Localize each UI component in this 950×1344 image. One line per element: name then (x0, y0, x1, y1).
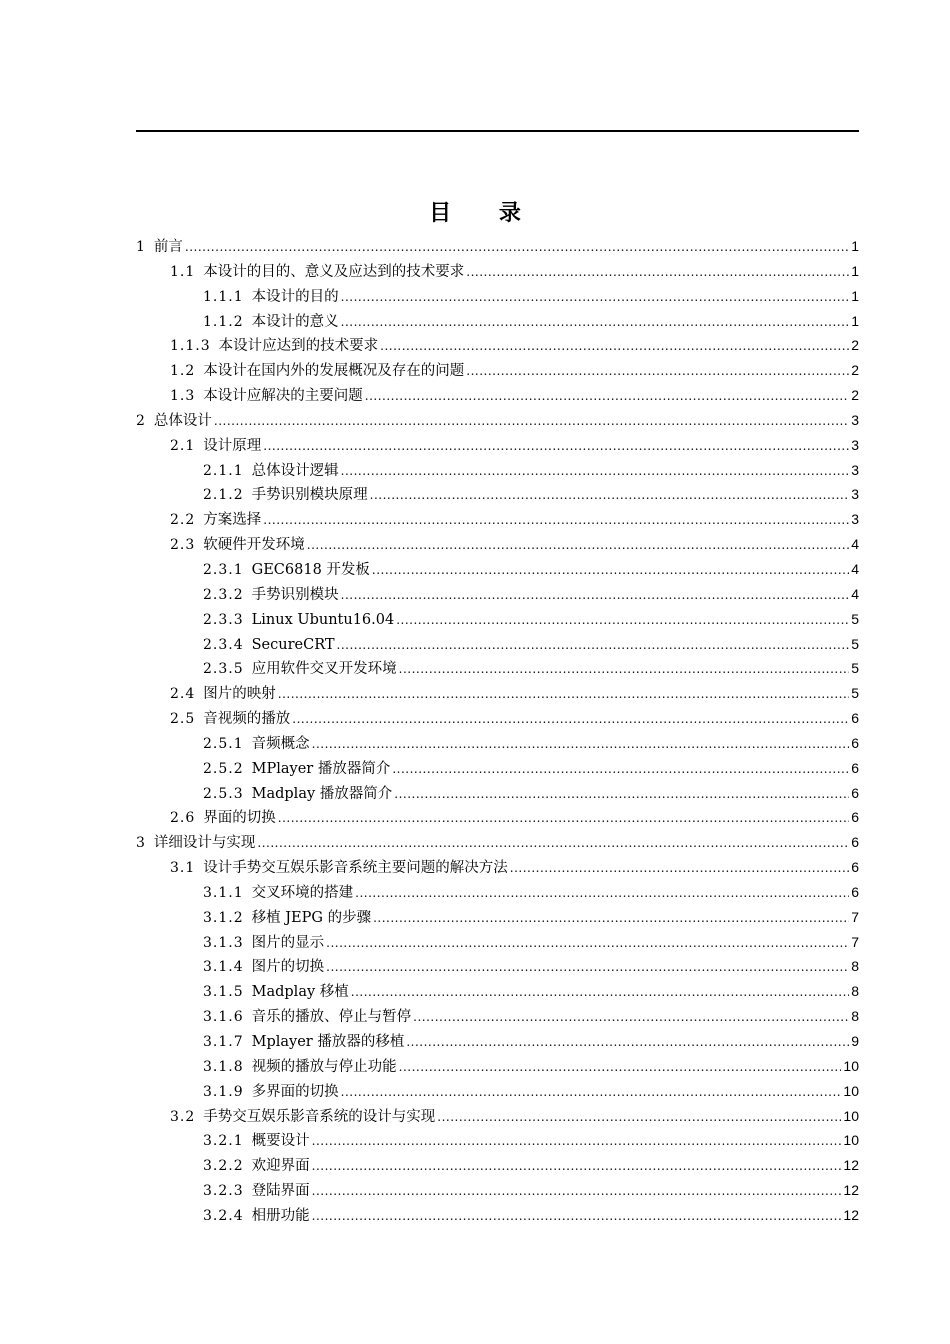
toc-entry-page: 6 (851, 883, 859, 900)
toc-leader-dots (394, 782, 849, 807)
toc-leader-dots (370, 483, 850, 508)
toc-entry-page: 4 (851, 560, 859, 577)
toc-leader-dots (399, 1055, 842, 1080)
toc-entry-number: 2.3.1 (203, 561, 244, 578)
toc-entry[interactable] (136, 582, 859, 607)
toc-entry[interactable] (136, 284, 859, 309)
toc-entry-label: 相册功能 (251, 1207, 310, 1224)
toc-entry-label: 前言 (153, 239, 183, 255)
toc-entry-number: 2.2 (170, 512, 196, 529)
toc-entry[interactable] (136, 507, 859, 532)
toc-leader-dots (312, 1204, 842, 1229)
toc-entry-page: 2 (851, 362, 859, 379)
toc-entry-number: 1.2 (170, 363, 196, 380)
toc-entry-number: 3.1.8 (203, 1058, 244, 1075)
toc-entry-number: 2.3 (170, 537, 196, 554)
toc-leader-dots (437, 1105, 841, 1130)
toc-entry[interactable] (136, 532, 859, 557)
toc-leader-dots (263, 434, 849, 459)
toc-entry[interactable] (136, 756, 859, 781)
toc-entry-label: 本设计的意义 (251, 313, 339, 330)
toc-leader-dots (372, 558, 849, 583)
toc-entry-page: 5 (851, 635, 859, 652)
toc-entry-number: 1.1 (170, 263, 196, 280)
toc-entry-page: 1 (851, 312, 859, 329)
toc-leader-dots (365, 384, 849, 409)
toc-entry-page: 1 (851, 238, 859, 254)
toc-leader-dots (341, 459, 850, 484)
toc-entry-page: 10 (843, 1082, 859, 1099)
toc-leader-dots (257, 831, 849, 856)
toc-entry-page: 5 (851, 685, 859, 702)
toc-entry-label: 音频概念 (251, 735, 310, 752)
toc-entry-label: 本设计的目的、意义及应达到的技术要求 (203, 263, 465, 280)
toc-leader-dots (185, 235, 849, 260)
toc-entry-number: 3.1.6 (203, 1009, 244, 1026)
toc-entry[interactable] (136, 309, 859, 334)
toc-entry-label: 多界面的切换 (251, 1083, 339, 1100)
toc-entry-page: 8 (851, 1008, 859, 1025)
toc-entry[interactable] (136, 855, 859, 880)
toc-entry-label: 图片的切换 (251, 959, 325, 976)
toc-entry-page: 6 (851, 834, 859, 851)
toc-entry-number: 3.1.4 (203, 959, 244, 976)
toc-entry-page: 5 (851, 610, 859, 627)
toc-entry-number: 2.1.1 (203, 462, 244, 479)
toc-leader-dots (466, 359, 849, 384)
toc-leader-dots (510, 856, 849, 881)
toc-entry[interactable] (136, 1029, 859, 1054)
toc-entry[interactable] (136, 930, 859, 955)
toc-entry-label: MPlayer 播放器简介 (251, 760, 391, 777)
toc-entry-label: 方案选择 (203, 512, 262, 529)
toc-leader-dots (278, 682, 849, 707)
toc-entry[interactable] (136, 383, 859, 408)
table-of-contents (136, 234, 859, 1228)
toc-entry-label: 本设计的目的 (251, 288, 339, 305)
toc-entry-label: 概要设计 (251, 1133, 310, 1150)
toc-entry-number: 2.1.2 (203, 487, 244, 504)
toc-leader-dots (392, 757, 849, 782)
toc-entry-page: 6 (851, 859, 859, 876)
toc-entry-label: 图片的显示 (251, 934, 325, 951)
toc-leader-dots (312, 732, 850, 757)
toc-leader-dots (466, 260, 849, 285)
toc-entry-number: 3.1.3 (203, 934, 244, 951)
toc-leader-dots (355, 881, 849, 906)
toc-entry-label: Linux Ubuntu16.04 (251, 611, 395, 628)
toc-entry[interactable] (136, 333, 859, 358)
toc-entry-page: 6 (851, 759, 859, 776)
toc-leader-dots (406, 1030, 849, 1055)
toc-entry-label: 手势识别模块 (251, 586, 339, 603)
toc-entry-label: 手势交互娱乐影音系统的设计与实现 (203, 1108, 436, 1125)
toc-entry-number: 3.1.5 (203, 984, 244, 1001)
toc-entry-page: 2 (851, 387, 859, 404)
toc-entry-number: 3.2.3 (203, 1183, 244, 1200)
toc-entry[interactable] (136, 1004, 859, 1029)
toc-entry-page: 7 (851, 908, 859, 925)
toc-leader-dots (307, 533, 849, 558)
toc-entry-number: 2.3.4 (203, 636, 244, 653)
toc-entry[interactable] (136, 1178, 859, 1203)
toc-entry-label: 总体设计 (153, 412, 212, 429)
toc-entry-number: 2.5.1 (203, 735, 244, 752)
toc-entry-label: Mplayer 播放器的移植 (251, 1034, 405, 1050)
toc-entry-label: 图片的映射 (203, 686, 276, 703)
toc-leader-dots (373, 906, 849, 931)
toc-entry-page: 5 (851, 660, 859, 677)
toc-leader-dots (341, 1080, 842, 1105)
toc-entry-number: 2.3.5 (203, 661, 244, 678)
toc-entry-label: 音视频的播放 (203, 711, 291, 728)
toc-entry-number: 2.6 (170, 810, 196, 827)
toc-entry-page: 1 (851, 287, 859, 304)
toc-entry-number: 1.3 (170, 388, 196, 405)
toc-entry-number: 3 (136, 835, 146, 852)
toc-entry-page: 6 (851, 710, 859, 727)
toc-entry-label: 交叉环境的搭建 (251, 884, 354, 901)
toc-entry[interactable] (136, 259, 859, 284)
toc-leader-dots (380, 334, 849, 359)
toc-entry[interactable] (136, 979, 859, 1004)
toc-leader-dots (341, 310, 850, 335)
toc-leader-dots (326, 955, 849, 980)
toc-entry-page: 7 (851, 933, 859, 950)
toc-entry-page: 2 (851, 337, 859, 354)
toc-entry-page: 3 (851, 486, 859, 503)
toc-entry[interactable] (136, 781, 859, 806)
toc-entry-label: Madplay 播放器简介 (251, 785, 393, 802)
toc-entry-page: 9 (851, 1033, 859, 1049)
toc-entry-number: 2.5.2 (203, 760, 244, 777)
toc-entry-label: 软硬件开发环境 (203, 537, 305, 554)
toc-entry-page: 10 (843, 1107, 859, 1124)
toc-leader-dots (341, 285, 850, 310)
toc-entry-number: 2 (136, 412, 146, 429)
toc-entry-page: 12 (843, 1157, 859, 1174)
toc-entry[interactable] (136, 880, 859, 905)
toc-entry-page: 4 (851, 536, 859, 553)
toc-entry[interactable] (136, 905, 859, 930)
toc-entry-label: Madplay 移植 (251, 984, 349, 1001)
toc-entry-page: 12 (843, 1182, 859, 1199)
toc-entry-page: 10 (843, 1132, 859, 1149)
toc-entry-label: 设计手势交互娱乐影音系统主要问题的解决方法 (203, 860, 508, 877)
toc-leader-dots (351, 980, 849, 1005)
toc-entry[interactable] (136, 706, 859, 731)
toc-entry-label: 设计原理 (203, 437, 262, 454)
toc-entry[interactable] (136, 607, 859, 632)
toc-entry-label: 本设计在国内外的发展概况及存在的问题 (203, 363, 465, 380)
toc-leader-dots (312, 1154, 842, 1179)
toc-entry[interactable] (136, 234, 859, 259)
toc-entry-page: 3 (851, 511, 859, 528)
toc-entry-number: 3.2.4 (203, 1207, 244, 1224)
toc-entry[interactable] (136, 557, 859, 582)
toc-entry[interactable] (136, 954, 859, 979)
toc-leader-dots (292, 707, 849, 732)
toc-entry-number: 2.3.3 (203, 611, 244, 628)
toc-entry[interactable] (136, 1153, 859, 1178)
toc-entry-number: 3.2.1 (203, 1133, 244, 1150)
toc-leader-dots (413, 1005, 849, 1030)
toc-leader-dots (214, 409, 849, 434)
toc-entry-page: 8 (851, 983, 859, 1000)
toc-entry-number: 2.3.2 (203, 586, 244, 603)
toc-entry[interactable] (136, 830, 859, 855)
toc-entry[interactable] (136, 1079, 859, 1104)
toc-entry[interactable] (136, 805, 859, 830)
toc-entry[interactable] (136, 458, 859, 483)
toc-leader-dots (263, 508, 849, 533)
toc-entry-page: 1 (851, 262, 859, 279)
toc-entry-label: SecureCRT (251, 636, 335, 653)
toc-entry-number: 2.5.3 (203, 785, 244, 802)
toc-entry-number: 3.1.9 (203, 1083, 244, 1100)
toc-entry-number: 1.1.3 (170, 338, 211, 355)
toc-entry-number: 3.1.7 (203, 1034, 244, 1050)
toc-entry[interactable] (136, 632, 859, 657)
toc-entry-label: 视频的播放与停止功能 (251, 1058, 397, 1075)
toc-entry-label: 详细设计与实现 (153, 835, 256, 852)
header-rule (136, 130, 859, 132)
toc-entry[interactable] (136, 656, 859, 681)
toc-entry-number: 1.1.2 (203, 313, 244, 330)
toc-entry-number: 1 (136, 239, 146, 255)
toc-leader-dots (337, 633, 850, 658)
toc-leader-dots (341, 583, 850, 608)
toc-entry-number: 3.1.1 (203, 884, 244, 901)
toc-entry[interactable] (136, 482, 859, 507)
toc-entry-page: 12 (843, 1206, 859, 1223)
toc-entry-number: 3.1 (170, 860, 196, 877)
toc-entry-number: 3.2 (170, 1108, 196, 1125)
toc-entry-number: 2.1 (170, 437, 196, 454)
toc-leader-dots (312, 1179, 842, 1204)
toc-leader-dots (399, 657, 850, 682)
toc-entry-page: 10 (843, 1057, 859, 1074)
toc-entry-page: 3 (851, 411, 859, 428)
toc-entry-label: 音乐的播放、停止与暂停 (251, 1009, 412, 1026)
toc-entry[interactable] (136, 731, 859, 756)
toc-entry-label: 本设计应解决的主要问题 (203, 388, 363, 405)
toc-leader-dots (278, 806, 849, 831)
toc-entry-number: 2.5 (170, 711, 196, 728)
toc-entry[interactable] (136, 1203, 859, 1228)
toc-entry-label: 总体设计逻辑 (251, 462, 339, 479)
toc-entry-page: 8 (851, 958, 859, 975)
toc-entry-page: 3 (851, 436, 859, 453)
toc-entry-label: 本设计应达到的技术要求 (218, 338, 379, 355)
toc-leader-dots (326, 931, 849, 956)
toc-entry-page: 4 (851, 585, 859, 602)
toc-entry-page: 6 (851, 784, 859, 801)
toc-entry[interactable] (136, 433, 859, 458)
toc-entry[interactable] (136, 1104, 859, 1129)
toc-entry-label: 欢迎界面 (251, 1158, 310, 1175)
toc-entry-label: 登陆界面 (251, 1183, 310, 1200)
toc-entry[interactable] (136, 1054, 859, 1079)
toc-entry-label: 界面的切换 (203, 810, 276, 827)
toc-entry-page: 6 (851, 809, 859, 826)
toc-entry-page: 6 (851, 734, 859, 751)
toc-entry-number: 2.4 (170, 686, 196, 703)
toc-entry-number: 3.2.2 (203, 1158, 244, 1175)
toc-entry-label: 手势识别模块原理 (251, 487, 368, 504)
toc-entry-number: 1.1.1 (203, 288, 244, 305)
toc-entry-number: 3.1.2 (203, 909, 244, 926)
toc-entry-label: 移植 JEPG 的步骤 (251, 909, 372, 926)
toc-entry-page: 3 (851, 461, 859, 478)
toc-title: 目 录 (429, 200, 541, 226)
toc-leader-dots (312, 1129, 842, 1154)
toc-entry[interactable] (136, 358, 859, 383)
toc-entry-label: 应用软件交叉开发环境 (251, 661, 397, 678)
toc-entry[interactable] (136, 681, 859, 706)
toc-entry[interactable] (136, 408, 859, 433)
toc-entry[interactable] (136, 1128, 859, 1153)
toc-leader-dots (396, 608, 849, 633)
toc-entry-label: GEC6818 开发板 (251, 561, 370, 578)
